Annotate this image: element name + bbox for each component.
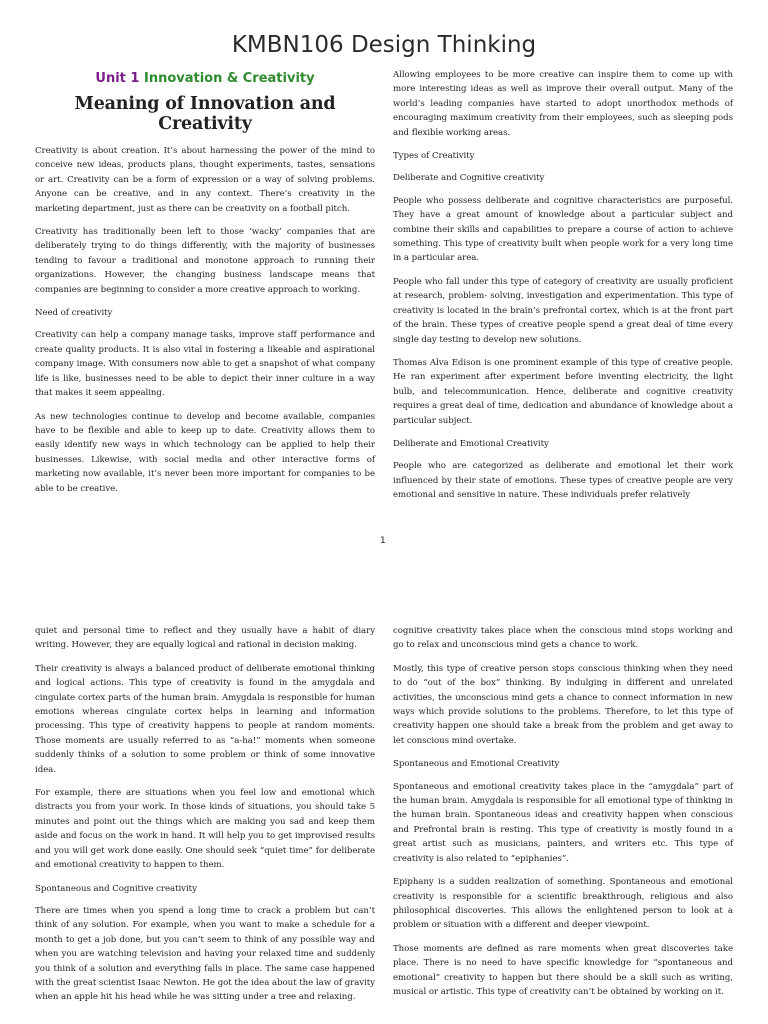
unit-number: Unit 1 (95, 71, 140, 86)
page1-left-column (35, 70, 375, 505)
paragraph: Mostly, this type of creative person stops conscious thinking when they need to do “out of the box” thinking. By indulging in different and unrelated activities, the unconscious mind gets a chance to connect information in new ways which provide solutions to the problems. Therefore, to let this type of creativity happen one should take a break from the problem and get away to let conscious mind overtake. (393, 663, 733, 746)
paragraph: Spontaneous and emotional creativity takes place in the “amygdala” part of the human brain. Amygdala is responsible for all emotional type of thinking in the human brain. Spontaneous ideas and creativity happen when conscious and Prefrontal brain is resting. This type of creativity is mostly found in a great artist such as musicians, painters, and writers etc. This type of creativity is also related to “epiphanies”. (393, 781, 733, 864)
page2-right-column (393, 624, 733, 1008)
page-gap (0, 560, 768, 618)
paragraph: Those moments are defined as rare moments when great discoveries take place. There is no need to have specific knowledge for “spontaneous and emotional” creativity to happen but there should be a skill such as writing, musical or artistic. This type of creativity can’t be obtained by working on it. (393, 943, 733, 997)
subheading: Need of creativity (35, 308, 113, 319)
paragraph: For example, there are situations when you feel low and emotional which distracts you from your work. In those kinds of situations, you should take 5 minutes and point out the things which are making you sad and keep them aside and focus on the work in hand. It will help you to get improvised results and you will get work done easily. One should seek “quiet time” for deliberate and emotional creativity to happen to them. (35, 788, 375, 871)
subheading: Deliberate and Emotional Creativity (393, 438, 549, 449)
page-2 (0, 618, 768, 1024)
paragraph: Creativity is about creation. It’s about harnessing the power of the mind to conceive new ideas, products plans, thought experiments, tastes, sensations or art. Creativity can be a form of expression or a way of solving problems. Anyone can be creative, and in any context. There’s creativity in the marketing department, just as there can be creativity on a football pitch. (35, 146, 375, 214)
paragraph: cognitive creativity takes place when the conscious mind stops working and go to relax and unconscious mind gets a chance to work. (393, 626, 733, 651)
section-heading: Meaning of Innovation and Creativity (74, 94, 336, 134)
document-title: KMBN106 Design Thinking (231, 32, 537, 58)
unit-name: Innovation & Creativity (143, 71, 315, 86)
paragraph: Epiphany is a sudden realization of something. Spontaneous and emotional creativity is responsible for a scientific breakthrough, religious and also philosophical discoveries. This allows the enlightened person to look at a problem or situation with a different and deeper viewpoint. (393, 877, 733, 931)
subheading: Types of Creativity (393, 151, 475, 162)
unit-label (35, 71, 375, 86)
page2-left-column (35, 624, 375, 1014)
subheading: Deliberate and Cognitive creativity (393, 173, 545, 184)
page-number: 1 (380, 536, 386, 546)
paragraph: Creativity can help a company manage tasks, improve staff performance and create quality products. It is also vital in fostering a likeable and aspirational company image. With consumers now able to get a snapshot of what company life is like, businesses need to be able to depict their inner culture in a way that makes it seem appealing. (35, 330, 375, 399)
paragraph: quiet and personal time to reflect and they usually have a habit of diary writing. However, they are equally logical and rational in decision making. (35, 626, 375, 651)
paragraph: Creativity has traditionally been left to those ‘wacky’ companies that are deliberately trying to do things differently, with the majority of businesses tending to favour a traditional and monotone approach to running their organizations. However, the changing business landscape means that companies are beginning to consider a more creative approach to working. (35, 227, 375, 295)
paragraph: Allowing employees to be more creative can inspire them to come up with more interesting ideas as well as improve their overall output. Many of the world’s leading companies have started to adopt unorthodox methods of encouraging maximum creativity from their employees, such as sleeping pods and flexible working areas. (393, 70, 733, 138)
paragraph: As new technologies continue to develop and become available, companies have to be flexible and able to keep up to date. Creativity allows them to easily identify new ways in which technology can be applied to help their businesses. Likewise, with social media and other interactive forms of marketing now available, it’s never been more important for companies to be able to be creative. (35, 411, 375, 494)
paragraph: People who fall under this type of category of creativity are usually proficient at research, problem- solving, investigation and experimentation. This type of creativity is located in the brain’s prefrontal cortex, which is at the front part of the brain. These types of creative people spend a great deal of time every single day testing to develop new solutions. (393, 276, 733, 345)
page1-right-column (393, 68, 733, 512)
paragraph: There are times when you spend a long time to crack a problem but can’t think of any solution. For example, when you want to make a schedule for a month to get a job done, but you can’t seem to think of any possible way and when you are watching television and having your relaxed time and suddenly you think of a solution and everything falls in place. The same case happened with the great scientist Isaac Newton. He got the idea about the law of gravity when an apple hit his head while he was sitting under a tree and relaxing. (35, 905, 375, 1003)
paragraph: Their creativity is always a balanced product of deliberate emotional thinking and logical actions. This type of creativity is found in the amygdala and cingulate cortex parts of the human brain. Amygdala is responsible for human emotions whereas cingulate cortex helps in learning and information processing. This type of creativity happens to people at random moments. Those moments are usually referred to as “a-ha!” moments when someone suddenly thinks of a solution to some problem or think of some innovative idea. (35, 663, 375, 775)
subheading: Spontaneous and Emotional Creativity (393, 759, 560, 770)
paragraph: People who possess deliberate and cognitive characteristics are purposeful. They have a great amount of knowledge about a particular subject and combine their skills and capabilities to prepare a course of action to achieve something. This type of creativity built when people work for a very long time in a particular area. (393, 195, 733, 264)
paragraph: Thomas Alva Edison is one prominent example of this type of creative people. He ran experiment after experiment before inventing electricity, the light bulb, and telecommunication. Hence, deliberate and cognitive creativity requires a great deal of time, dedication and abundance of knowledge about a particular subject. (393, 357, 733, 426)
paragraph: People who are categorized as deliberate and emotional let their work influenced by their state of emotions. These types of creative people are very emotional and sensitive in nature. These individuals prefer relatively (393, 461, 733, 501)
subheading: Spontaneous and Cognitive creativity (35, 883, 197, 894)
